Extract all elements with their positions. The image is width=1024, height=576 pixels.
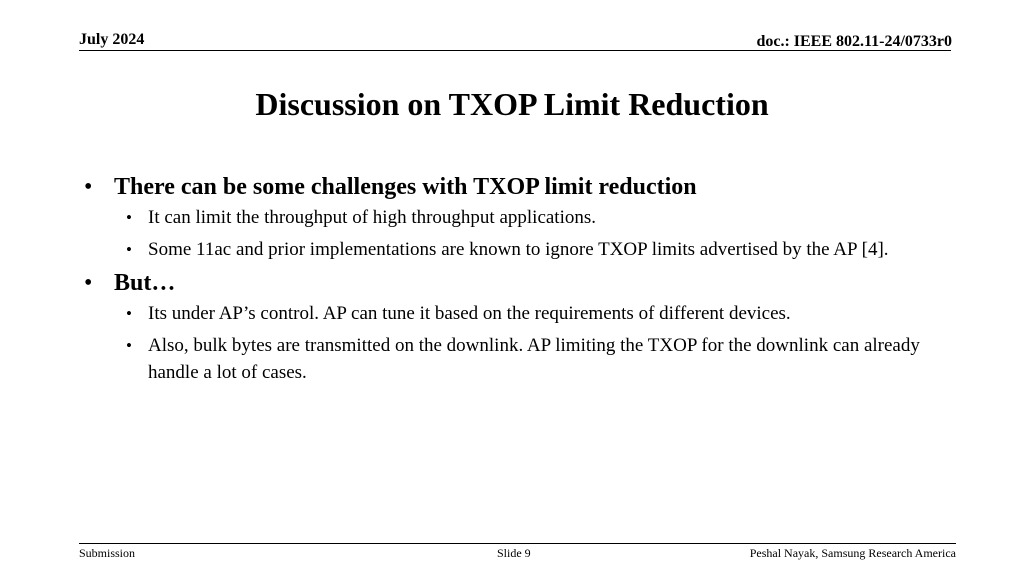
bullet-icon: • xyxy=(126,208,132,227)
bullet-level1 xyxy=(84,172,944,202)
bullet-text: There can be some challenges with TXOP limit reduction xyxy=(114,174,697,200)
bullet-text: Some 11ac and prior implementations are known to ignore TXOP limits advertised by the AP [4]. xyxy=(148,239,889,260)
footer-submission: Submission xyxy=(79,546,136,560)
bullet-icon: • xyxy=(84,270,93,296)
footer-slide-number: Slide 9 xyxy=(497,546,531,560)
bullet-icon: • xyxy=(84,174,93,200)
header-doc-id: doc.: IEEE 802.11-24/0733r0 xyxy=(756,33,952,50)
slide-title: Discussion on TXOP Limit Reduction xyxy=(255,86,769,122)
bullet-text: It can limit the throughput of high throughput applications. xyxy=(148,207,597,228)
footer-author: Peshal Nayak, Samsung Research America xyxy=(749,546,956,560)
header-date: July 2024 xyxy=(79,31,145,48)
bullet-icon: • xyxy=(126,240,132,259)
header-rule xyxy=(79,50,951,51)
slide-content xyxy=(84,172,944,391)
bullet-level2 xyxy=(84,332,944,386)
bullet-text: Also, bulk bytes are transmitted on the downlink. AP limiting the TXOP for the downlink can already handle a lot of cases. xyxy=(148,335,920,383)
bullet-level2 xyxy=(84,204,944,231)
bullet-text: But… xyxy=(114,270,176,296)
bullet-level2 xyxy=(84,300,944,327)
bullet-text: Its under AP’s control. AP can tune it based on the requirements of different devices. xyxy=(148,303,791,324)
footer-rule xyxy=(79,543,956,544)
bullet-level1 xyxy=(84,268,944,298)
bullet-icon: • xyxy=(126,304,132,323)
bullet-level2 xyxy=(84,236,944,263)
bullet-icon: • xyxy=(126,336,132,355)
